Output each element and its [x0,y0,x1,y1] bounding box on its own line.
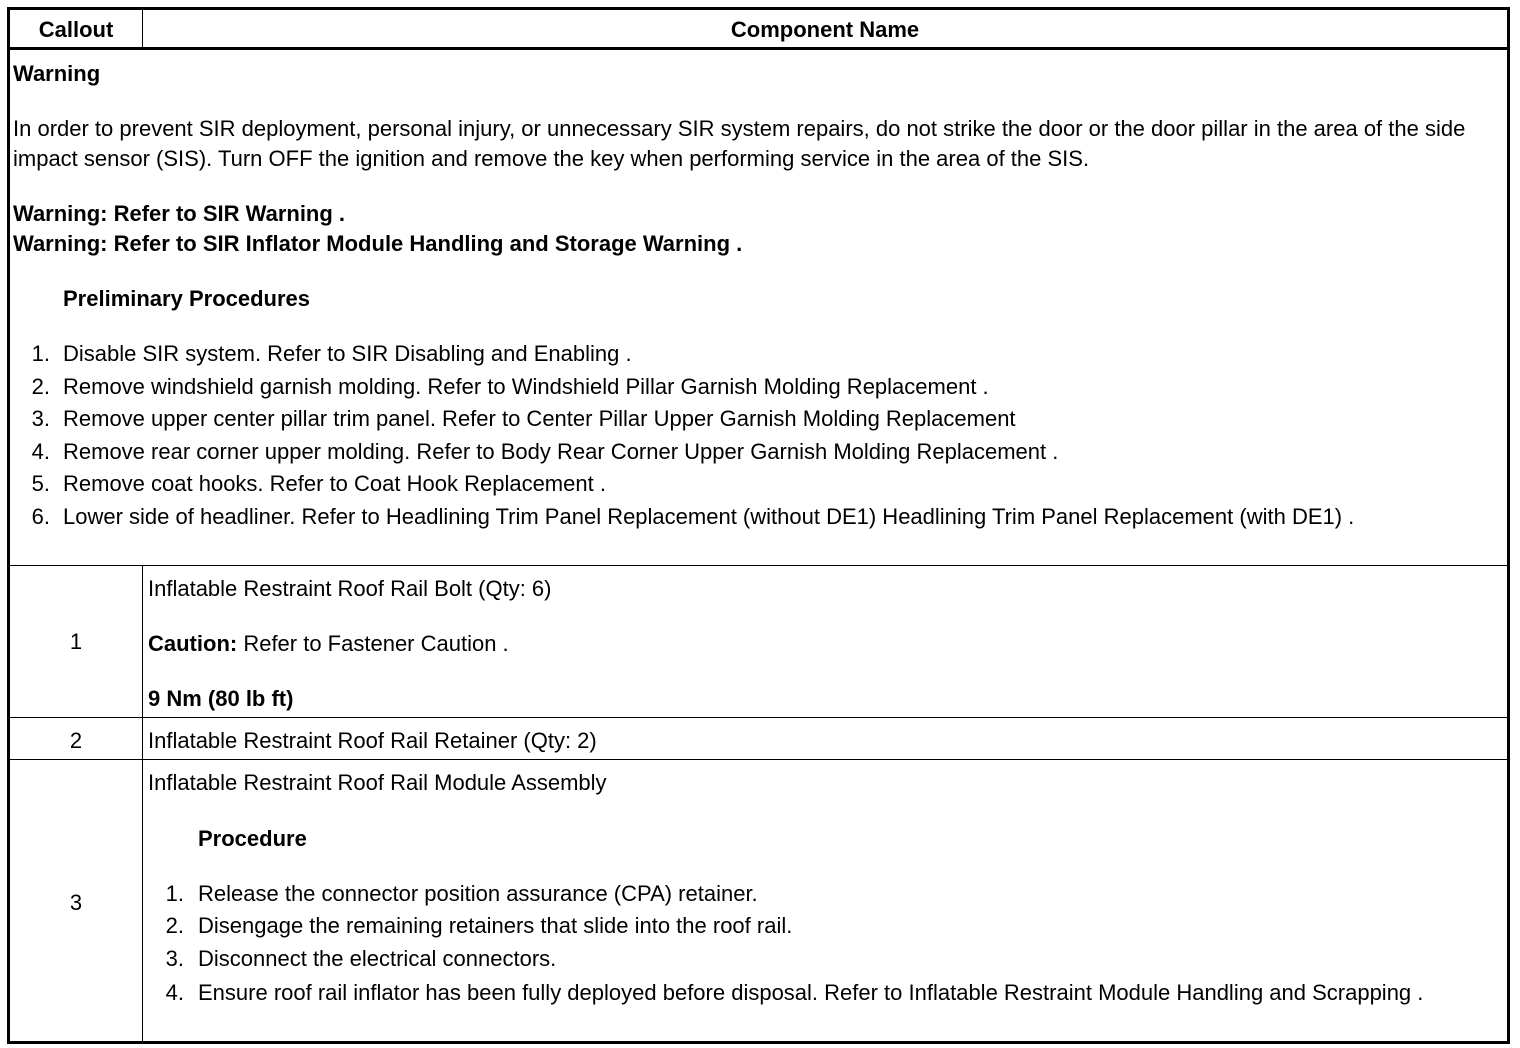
prelim-step: Lower side of headliner. Refer to Headlining Trim Panel Replacement (without DE1) Headlining Trim Panel Replacement (with DE1) . [63,504,1355,529]
prelim-step-number: 4. [31,439,50,464]
procedure-title: Procedure [198,826,307,851]
prelim-step-number: 2. [31,374,50,399]
prelim-step-number: 3. [31,406,50,431]
prelim-step-number: 6. [31,504,50,529]
torque-spec: 9 Nm (80 lb ft) [148,686,294,711]
callout-number: 2 [69,728,83,753]
warning-text: In order to prevent SIR deployment, personal injury, or unnecessary SIR system repairs, do not strike the door or the door pillar in the area of the side impact sensor (SIS). Turn OFF the ignition and remove the key when performing service in the area of the SIS. [13,116,1466,171]
procedure-step: Disconnect the electrical connectors. [198,946,557,971]
prelim-step: Remove windshield garnish molding. Refer to Windshield Pillar Garnish Molding Replacement . [63,374,989,399]
prelim-step: Remove rear corner upper molding. Refer to Body Rear Corner Upper Garnish Molding Replacement . [63,439,1059,464]
procedure-step-number: 3. [165,946,184,971]
caution-label: Caution: [148,631,238,656]
warning-sir: Warning: Refer to SIR Warning . [13,201,346,226]
procedure-step-number: 4. [165,980,184,1005]
procedure-step-number: 1. [165,881,184,906]
header-component-name: Component Name [730,17,920,42]
warning-sir-inflator: Warning: Refer to SIR Inflator Module Handling and Storage Warning . [13,231,743,256]
column-divider [142,10,143,50]
callout-number: 1 [69,629,83,654]
component-name: Inflatable Restraint Roof Rail Bolt (Qty: 6) [148,576,552,601]
caution-text: Refer to Fastener Caution . [237,631,509,656]
procedure-step: Ensure roof rail inflator has been fully deployed before disposal. Refer to Inflatable Restraint Module Handling and Scrapping . [198,980,1424,1005]
preliminary-procedures-title: Preliminary Procedures [63,286,311,311]
prelim-step-number: 1. [31,341,50,366]
prelim-step-number: 5. [31,471,50,496]
callout-number: 3 [69,890,83,915]
caution-line [148,629,509,659]
component-name: Inflatable Restraint Roof Rail Retainer (Qty: 2) [148,728,597,753]
column-divider [142,565,143,1041]
component-name: Inflatable Restraint Roof Rail Module Assembly [148,770,607,795]
header-callout: Callout [10,10,143,50]
row-divider [10,717,1507,718]
table-header [10,10,1507,50]
prelim-step: Remove coat hooks. Refer to Coat Hook Replacement . [63,471,606,496]
procedure-step: Release the connector position assurance (CPA) retainer. [198,881,758,906]
procedure-step-number: 2. [165,913,184,938]
procedure-step: Disengage the remaining retainers that slide into the roof rail. [198,913,793,938]
warning-title: Warning [13,61,101,86]
prelim-step: Disable SIR system. Refer to SIR Disabling and Enabling . [63,341,632,366]
prelim-step: Remove upper center pillar trim panel. Refer to Center Pillar Upper Garnish Molding Replacement [63,406,1016,431]
component-table [7,7,1510,1044]
row-divider [10,759,1507,760]
row-divider [10,565,1507,566]
